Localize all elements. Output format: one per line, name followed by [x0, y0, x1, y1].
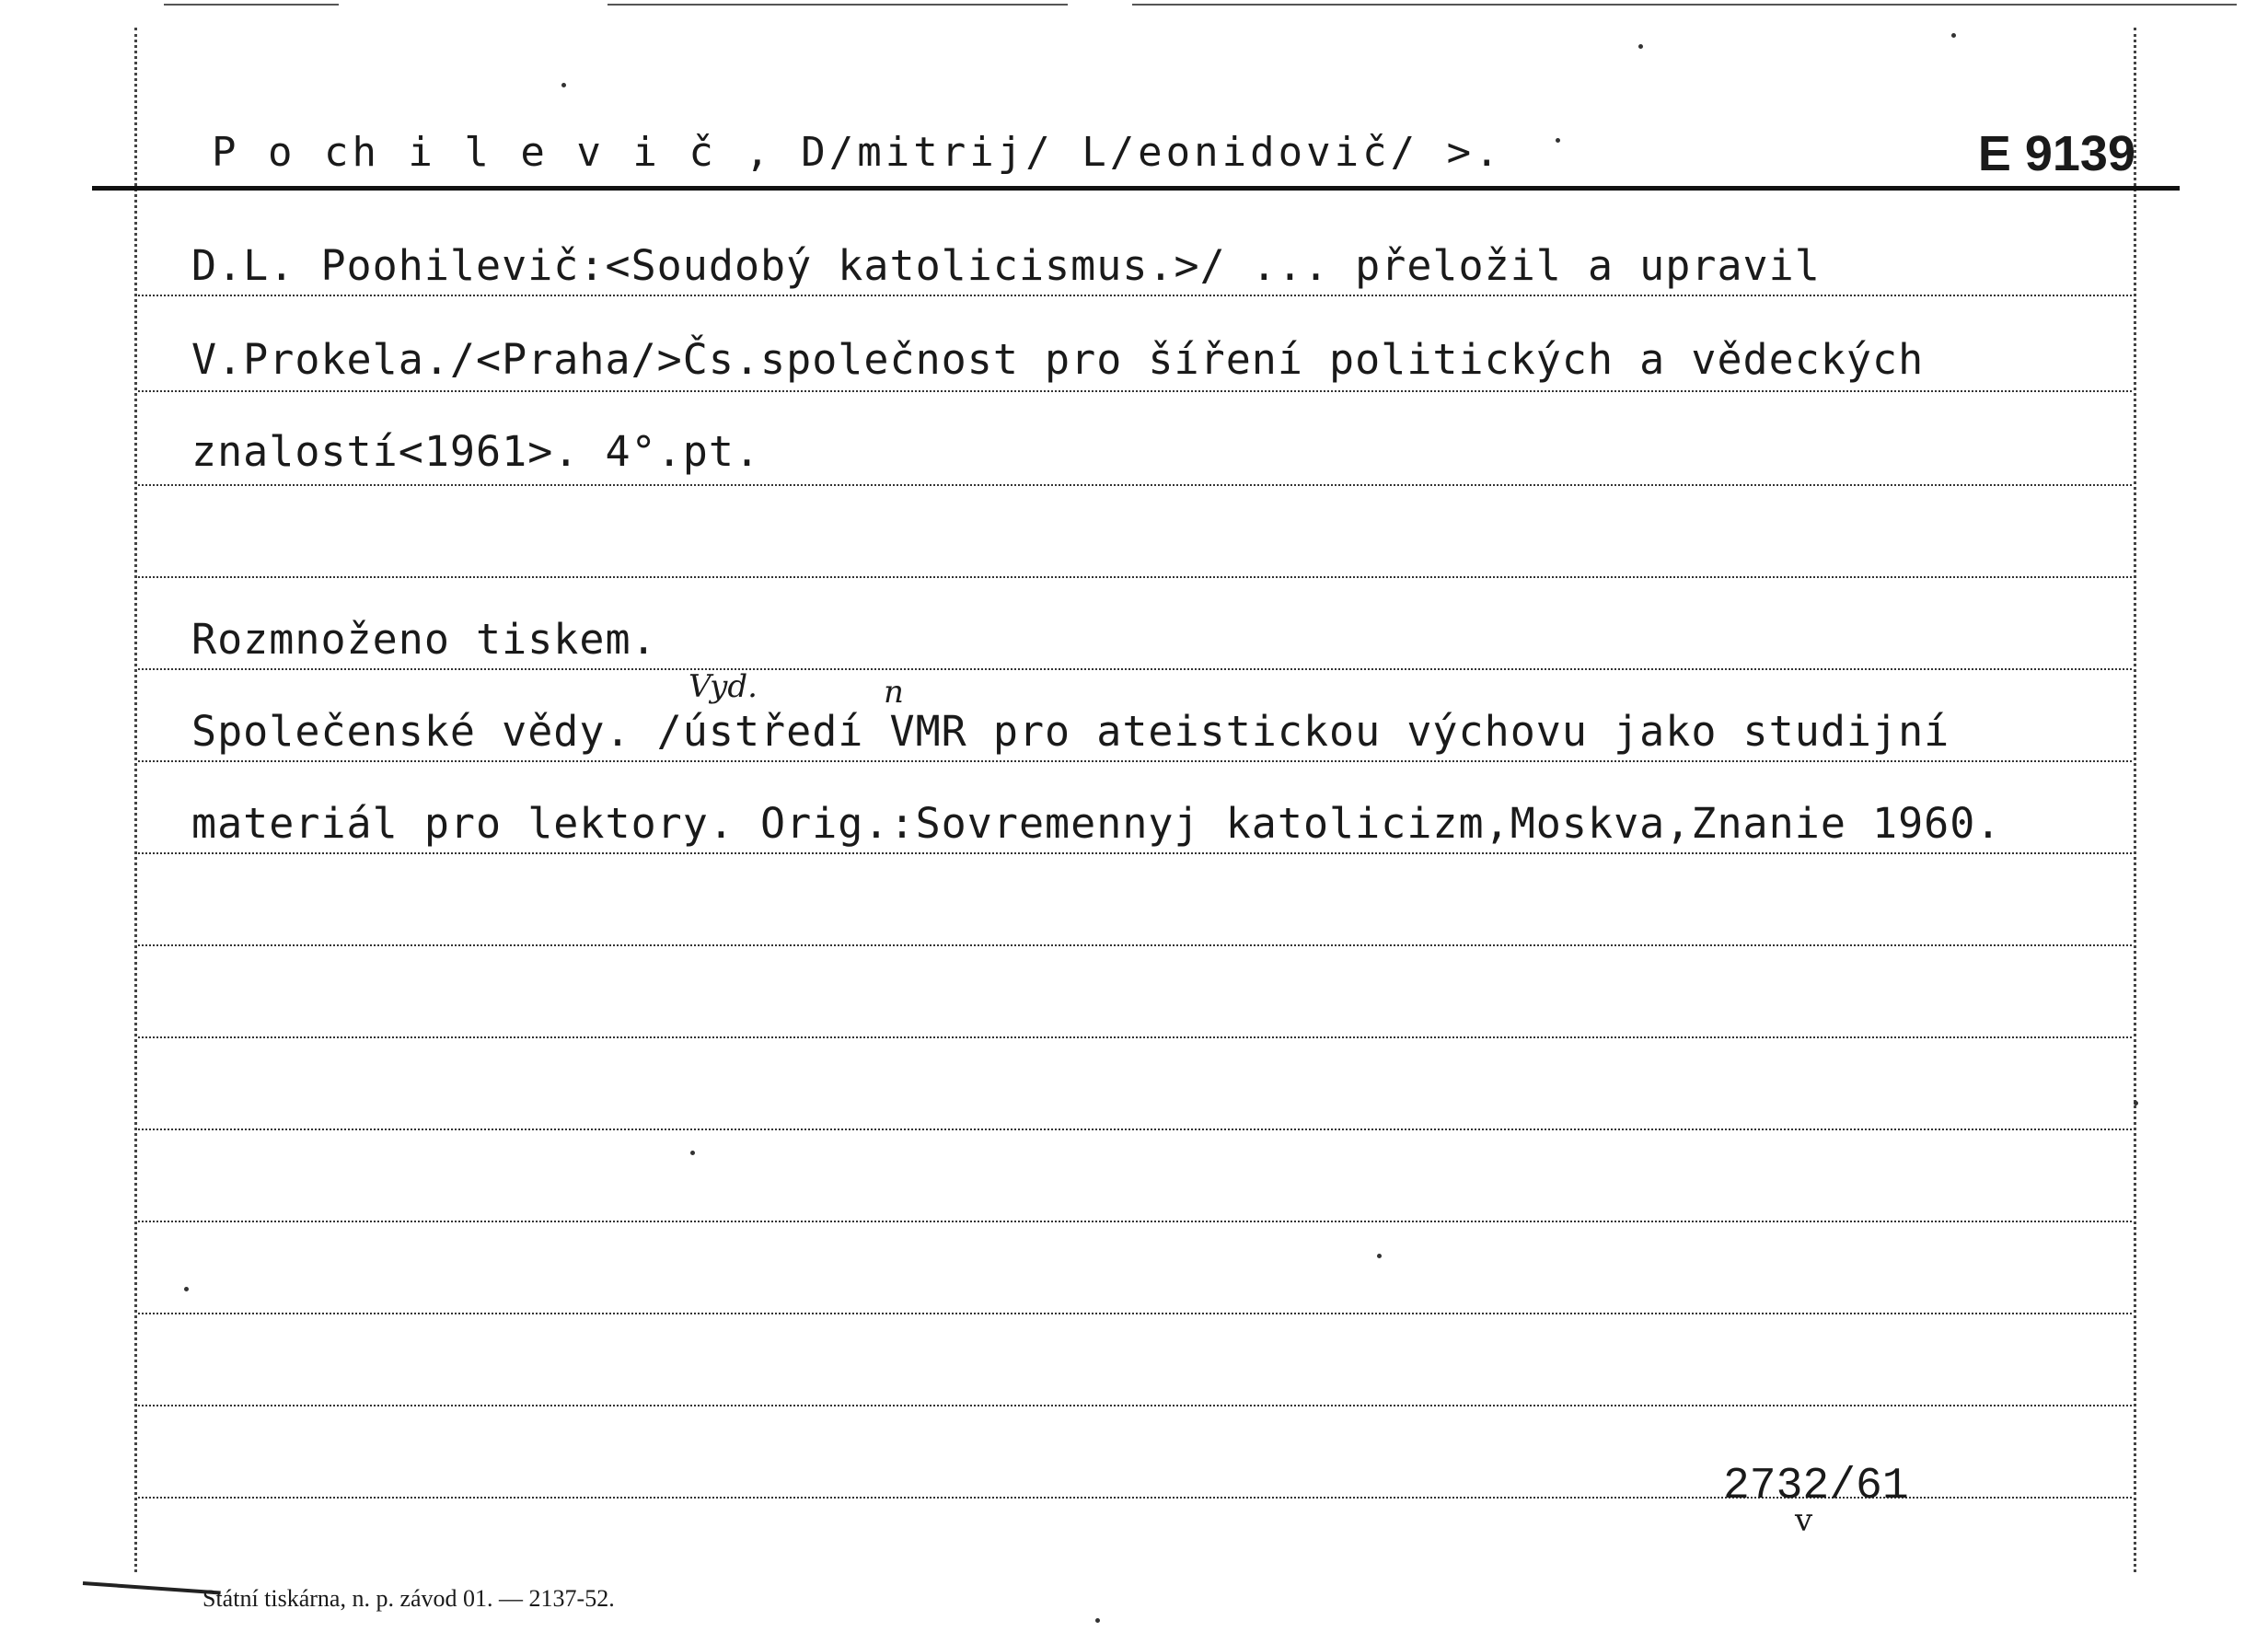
- ruled-line: [138, 760, 2132, 762]
- entry-line-1: D.L. Poohilevič:<Soudobý katolicismus.>/ ... přeložil a upravil: [191, 241, 1821, 290]
- speck: [184, 1287, 189, 1291]
- ruled-line: [138, 295, 2132, 296]
- entry-line-2: V.Prokela./<Praha/>Čs.společnost pro šíření politických a vědeckých: [191, 335, 1925, 384]
- imprint-strike-stroke: [83, 1581, 221, 1594]
- ruled-line: [138, 484, 2132, 486]
- left-margin-line: [134, 28, 137, 1572]
- check-mark-icon: v: [1795, 1502, 1813, 1539]
- shelfmark: E 9139: [1977, 126, 2135, 181]
- note-line-2: Společenské vědy. /ústředí VMR pro ateistickou výchovu jako studijní: [191, 707, 1950, 756]
- ruled-line: [138, 1313, 2132, 1314]
- ruled-line: [138, 1036, 2132, 1038]
- speck: [2134, 1101, 2138, 1105]
- author-heading: P o ch i l e v i č , D/mitrij/ L/eonidovič/ >.: [212, 129, 1503, 176]
- speck: [1095, 1618, 1100, 1623]
- note-line-1: Rozmnoženo tiskem.: [191, 615, 657, 664]
- speck: [1638, 44, 1643, 49]
- handwritten-correction: n: [884, 674, 904, 711]
- card-top-edge-mark: [1132, 4, 2237, 6]
- right-margin-line: [2134, 28, 2136, 1572]
- speck: [690, 1151, 695, 1155]
- speck: [1556, 138, 1560, 143]
- ruled-line: [138, 668, 2132, 670]
- ruled-line: [138, 1221, 2132, 1222]
- speck: [561, 83, 566, 87]
- ruled-line: [138, 576, 2132, 578]
- ruled-line: [138, 852, 2132, 854]
- entry-line-3: znalostí<1961>. 4°.pt.: [191, 427, 761, 476]
- card-heading: [212, 126, 2135, 184]
- handwritten-insert: Vyd.: [688, 668, 758, 705]
- card-top-edge-mark: [608, 4, 1068, 6]
- ruled-line: [138, 1129, 2132, 1130]
- accession-number: 2732/61: [1723, 1462, 1909, 1511]
- ruled-line: [138, 944, 2132, 946]
- speck: [1377, 1254, 1382, 1258]
- ruled-line: [138, 1405, 2132, 1406]
- printer-imprint: Státní tiskárna, n. p. závod 01. — 2137-52.: [202, 1585, 615, 1612]
- note-line-3: materiál pro lektory. Orig.:Sovremennyj katolicizm,Moskva,Znanie 1960.: [191, 799, 2002, 848]
- speck: [1951, 33, 1956, 38]
- heading-rule: [92, 186, 2180, 191]
- card-top-edge-mark: [164, 4, 339, 6]
- ruled-line: [138, 390, 2132, 392]
